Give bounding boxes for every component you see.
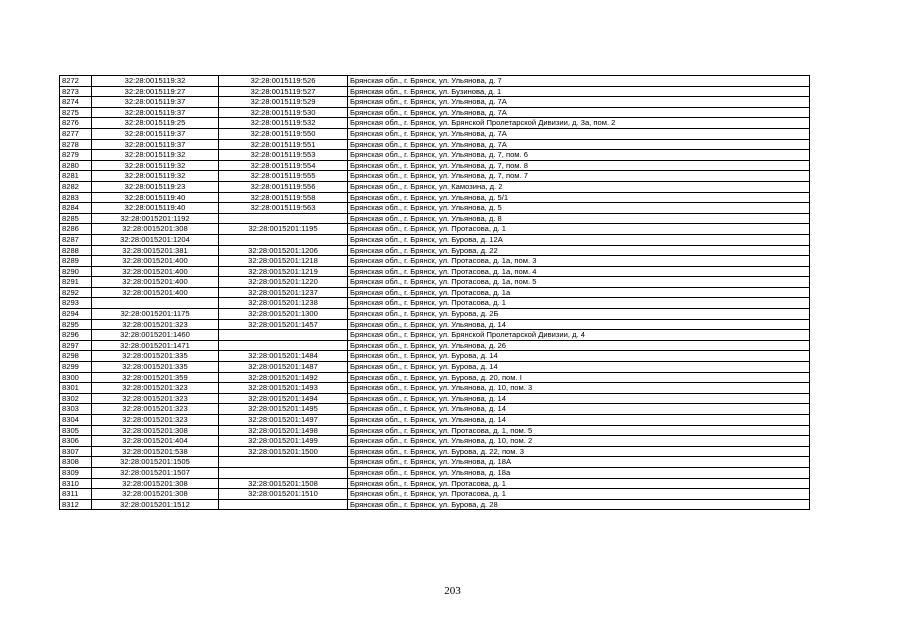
table-row [60,234,810,245]
table-row [60,309,810,320]
address-cell: Брянская обл., г. Брянск, ул. Ульянова, д. 14 [348,415,810,426]
row-number-cell: 8306 [60,436,92,447]
row-number-cell: 8290 [60,266,92,277]
row-number-cell: 8296 [60,330,92,341]
parcel-cadastral-number-cell: 32:28:0015119:23 [92,181,219,192]
parcel-cadastral-number-cell: 32:28:0015201:1204 [92,234,219,245]
object-cadastral-number-cell: 32:28:0015201:1487 [219,362,348,373]
address-cell: Брянская обл., г. Брянск, ул. Бурова, д. 14 [348,362,810,373]
address-cell: Брянская обл., г. Брянск, ул. Камозина, д. 2 [348,181,810,192]
address-cell: Брянская обл., г. Брянск, ул. Протасова, д. 1а [348,287,810,298]
parcel-cadastral-number-cell: 32:28:0015119:37 [92,128,219,139]
object-cadastral-number-cell: 32:28:0015201:1219 [219,266,348,277]
address-cell: Брянская обл., г. Брянск, ул. Ульянова, д. 14 [348,393,810,404]
parcel-cadastral-number-cell: 32:28:0015201:1505 [92,457,219,468]
parcel-cadastral-number-cell: 32:28:0015201:308 [92,224,219,235]
table-row [60,499,810,510]
address-cell: Брянская обл., г. Брянск, ул. Брянской Пролетарской Дивизии, д. 3а, пом. 2 [348,118,810,129]
row-number-cell: 8300 [60,372,92,383]
parcel-cadastral-number-cell: 32:28:0015119:25 [92,118,219,129]
row-number-cell: 8309 [60,467,92,478]
table-row [60,404,810,415]
row-number-cell: 8302 [60,393,92,404]
table-row [60,160,810,171]
table-row [60,478,810,489]
parcel-cadastral-number-cell: 32:28:0015119:27 [92,86,219,97]
address-cell: Брянская обл., г. Брянск, ул. Ульянова, д. 18а [348,467,810,478]
table-row [60,415,810,426]
object-cadastral-number-cell: 32:28:0015119:532 [219,118,348,129]
row-number-cell: 8298 [60,351,92,362]
object-cadastral-number-cell: 32:28:0015201:1499 [219,436,348,447]
address-cell: Брянская обл., г. Брянск, ул. Ульянова, д. 7А [348,97,810,108]
table-row [60,107,810,118]
parcel-cadastral-number-cell: 32:28:0015201:323 [92,404,219,415]
object-cadastral-number-cell: 32:28:0015119:529 [219,97,348,108]
table-row [60,287,810,298]
parcel-cadastral-number-cell: 32:28:0015201:400 [92,266,219,277]
address-cell: Брянская обл., г. Брянск, ул. Ульянова, д. 5/1 [348,192,810,203]
address-cell: Брянская обл., г. Брянск, ул. Ульянова, д. 8 [348,213,810,224]
table-row [60,446,810,457]
object-cadastral-number-cell: 32:28:0015201:1494 [219,393,348,404]
table-row [60,86,810,97]
row-number-cell: 8294 [60,309,92,320]
row-number-cell: 8274 [60,97,92,108]
address-cell: Брянская обл., г. Брянск, ул. Бурова, д. 12А [348,234,810,245]
table-row [60,298,810,309]
parcel-cadastral-number-cell: 32:28:0015201:1471 [92,340,219,351]
parcel-cadastral-number-cell: 32:28:0015201:1512 [92,499,219,510]
parcel-cadastral-number-cell: 32:28:0015201:1460 [92,330,219,341]
table-row [60,181,810,192]
object-cadastral-number-cell: 32:28:0015201:1300 [219,309,348,320]
row-number-cell: 8308 [60,457,92,468]
object-cadastral-number-cell: 32:28:0015119:558 [219,192,348,203]
row-number-cell: 8303 [60,404,92,415]
object-cadastral-number-cell [219,340,348,351]
parcel-cadastral-number-cell: 32:28:0015201:538 [92,446,219,457]
object-cadastral-number-cell: 32:28:0015201:1218 [219,256,348,267]
row-number-cell: 8278 [60,139,92,150]
object-cadastral-number-cell [219,213,348,224]
address-cell: Брянская обл., г. Брянск, ул. Протасова, д. 1 [348,478,810,489]
parcel-cadastral-number-cell: 32:28:0015201:400 [92,256,219,267]
parcel-cadastral-number-cell: 32:28:0015201:1175 [92,309,219,320]
address-cell: Брянская обл., г. Брянск, ул. Протасова, д. 1а, пом. 5 [348,277,810,288]
table-row [60,224,810,235]
object-cadastral-number-cell: 32:28:0015119:555 [219,171,348,182]
row-number-cell: 8293 [60,298,92,309]
parcel-cadastral-number-cell: 32:28:0015119:37 [92,107,219,118]
table-row [60,330,810,341]
table-row [60,436,810,447]
table-row [60,340,810,351]
address-cell: Брянская обл., г. Брянск, ул. Ульянова, д. 26 [348,340,810,351]
object-cadastral-number-cell: 32:28:0015201:1195 [219,224,348,235]
address-cell: Брянская обл., г. Брянск, ул. Бурова, д. 20, пом. I [348,372,810,383]
table-row [60,372,810,383]
object-cadastral-number-cell: 32:28:0015119:530 [219,107,348,118]
address-cell: Брянская обл., г. Брянск, ул. Брянской Пролетарской Дивизии, д. 4 [348,330,810,341]
row-number-cell: 8277 [60,128,92,139]
parcel-cadastral-number-cell: 32:28:0015201:400 [92,277,219,288]
object-cadastral-number-cell: 32:28:0015201:1457 [219,319,348,330]
address-cell: Брянская обл., г. Брянск, ул. Бузинова, д. 1 [348,86,810,97]
address-cell: Брянская обл., г. Брянск, ул. Ульянова, д. 7, пом. 6 [348,150,810,161]
row-number-cell: 8276 [60,118,92,129]
parcel-cadastral-number-cell: 32:28:0015119:32 [92,171,219,182]
parcel-cadastral-number-cell: 32:28:0015201:323 [92,319,219,330]
row-number-cell: 8282 [60,181,92,192]
row-number-cell: 8288 [60,245,92,256]
table-row [60,277,810,288]
address-cell: Брянская обл., г. Брянск, ул. Ульянова, д. 14 [348,319,810,330]
object-cadastral-number-cell: 32:28:0015201:1206 [219,245,348,256]
table-row [60,383,810,394]
parcel-cadastral-number-cell: 32:28:0015119:32 [92,150,219,161]
parcel-cadastral-number-cell: 32:28:0015201:400 [92,287,219,298]
object-cadastral-number-cell: 32:28:0015201:1220 [219,277,348,288]
address-cell: Брянская обл., г. Брянск, ул. Бурова, д. 28 [348,499,810,510]
row-number-cell: 8273 [60,86,92,97]
row-number-cell: 8295 [60,319,92,330]
parcel-cadastral-number-cell: 32:28:0015119:37 [92,97,219,108]
address-cell: Брянская обл., г. Брянск, ул. Протасова, д. 1, пом. 5 [348,425,810,436]
table-row [60,192,810,203]
address-cell: Брянская обл., г. Брянск, ул. Протасова, д. 1 [348,224,810,235]
table-row [60,467,810,478]
table-row [60,171,810,182]
address-cell: Брянская обл., г. Брянск, ул. Ульянова, д. 7А [348,139,810,150]
table-row [60,76,810,87]
parcel-cadastral-number-cell: 32:28:0015201:308 [92,489,219,500]
object-cadastral-number-cell [219,457,348,468]
address-cell: Брянская обл., г. Брянск, ул. Ульянова, д. 7, пом. 7 [348,171,810,182]
parcel-cadastral-number-cell: 32:28:0015201:1192 [92,213,219,224]
address-cell: Брянская обл., г. Брянск, ул. Протасова, д. 1 [348,489,810,500]
parcel-cadastral-number-cell: 32:28:0015201:308 [92,478,219,489]
object-cadastral-number-cell: 32:28:0015201:1508 [219,478,348,489]
object-cadastral-number-cell: 32:28:0015119:563 [219,203,348,214]
row-number-cell: 8311 [60,489,92,500]
table-row [60,139,810,150]
parcel-cadastral-number-cell: 32:28:0015201:404 [92,436,219,447]
row-number-cell: 8301 [60,383,92,394]
table-row [60,457,810,468]
table-row [60,203,810,214]
table-row [60,118,810,129]
address-cell: Брянская обл., г. Брянск, ул. Ульянова, д. 10, пом. 3 [348,383,810,394]
row-number-cell: 8304 [60,415,92,426]
address-cell: Брянская обл., г. Брянск, ул. Протасова, д. 1а, пом. 4 [348,266,810,277]
page-number: 203 [444,585,461,597]
object-cadastral-number-cell: 32:28:0015201:1510 [219,489,348,500]
parcel-cadastral-number-cell: 32:28:0015119:32 [92,76,219,87]
row-number-cell: 8307 [60,446,92,457]
row-number-cell: 8281 [60,171,92,182]
table-row [60,256,810,267]
row-number-cell: 8287 [60,234,92,245]
object-cadastral-number-cell: 32:28:0015119:554 [219,160,348,171]
object-cadastral-number-cell: 32:28:0015119:551 [219,139,348,150]
parcel-cadastral-number-cell: 32:28:0015201:381 [92,245,219,256]
parcel-cadastral-number-cell: 32:28:0015119:37 [92,139,219,150]
table-row [60,425,810,436]
object-cadastral-number-cell: 32:28:0015119:556 [219,181,348,192]
address-cell: Брянская обл., г. Брянск, ул. Бурова, д. 22, пом. 3 [348,446,810,457]
parcel-cadastral-number-cell: 32:28:0015119:32 [92,160,219,171]
address-cell: Брянская обл., г. Брянск, ул. Ульянова, д. 7, пом. 8 [348,160,810,171]
object-cadastral-number-cell: 32:28:0015201:1497 [219,415,348,426]
row-number-cell: 8292 [60,287,92,298]
object-cadastral-number-cell: 32:28:0015201:1492 [219,372,348,383]
parcel-cadastral-number-cell [92,298,219,309]
object-cadastral-number-cell [219,467,348,478]
table-row [60,97,810,108]
row-number-cell: 8297 [60,340,92,351]
row-number-cell: 8291 [60,277,92,288]
table-row [60,319,810,330]
row-number-cell: 8279 [60,150,92,161]
object-cadastral-number-cell: 32:28:0015201:1484 [219,351,348,362]
object-cadastral-number-cell [219,499,348,510]
row-number-cell: 8286 [60,224,92,235]
registry-table-body [60,76,810,510]
parcel-cadastral-number-cell: 32:28:0015201:308 [92,425,219,436]
table-row [60,213,810,224]
table-row [60,245,810,256]
row-number-cell: 8289 [60,256,92,267]
table-row [60,393,810,404]
parcel-cadastral-number-cell: 32:28:0015201:323 [92,383,219,394]
address-cell: Брянская обл., г. Брянск, ул. Протасова, д. 1 [348,298,810,309]
object-cadastral-number-cell: 32:28:0015119:550 [219,128,348,139]
table-row [60,266,810,277]
object-cadastral-number-cell: 32:28:0015201:1238 [219,298,348,309]
table-row [60,362,810,373]
parcel-cadastral-number-cell: 32:28:0015201:323 [92,393,219,404]
object-cadastral-number-cell: 32:28:0015201:1237 [219,287,348,298]
parcel-cadastral-number-cell: 32:28:0015201:359 [92,372,219,383]
row-number-cell: 8305 [60,425,92,436]
address-cell: Брянская обл., г. Брянск, ул. Ульянова, д. 7 [348,76,810,87]
object-cadastral-number-cell: 32:28:0015201:1500 [219,446,348,457]
object-cadastral-number-cell: 32:28:0015201:1498 [219,425,348,436]
address-cell: Брянская обл., г. Брянск, ул. Ульянова, д. 5 [348,203,810,214]
parcel-cadastral-number-cell: 32:28:0015201:1507 [92,467,219,478]
row-number-cell: 8299 [60,362,92,373]
address-cell: Брянская обл., г. Брянск, ул. Бурова, д. 22 [348,245,810,256]
address-cell: Брянская обл., г. Брянск, ул. Ульянова, д. 18А [348,457,810,468]
object-cadastral-number-cell [219,234,348,245]
row-number-cell: 8312 [60,499,92,510]
address-cell: Брянская обл., г. Брянск, ул. Ульянова, д. 7А [348,107,810,118]
object-cadastral-number-cell: 32:28:0015201:1495 [219,404,348,415]
table-row [60,150,810,161]
object-cadastral-number-cell: 32:28:0015201:1493 [219,383,348,394]
row-number-cell: 8275 [60,107,92,118]
table-row [60,128,810,139]
row-number-cell: 8283 [60,192,92,203]
parcel-cadastral-number-cell: 32:28:0015201:323 [92,415,219,426]
object-cadastral-number-cell [219,330,348,341]
row-number-cell: 8285 [60,213,92,224]
table-row [60,489,810,500]
row-number-cell: 8272 [60,76,92,87]
property-registry-table [59,75,810,510]
row-number-cell: 8280 [60,160,92,171]
object-cadastral-number-cell: 32:28:0015119:553 [219,150,348,161]
parcel-cadastral-number-cell: 32:28:0015119:40 [92,203,219,214]
address-cell: Брянская обл., г. Брянск, ул. Ульянова, д. 7А [348,128,810,139]
table-row [60,351,810,362]
parcel-cadastral-number-cell: 32:28:0015201:335 [92,351,219,362]
row-number-cell: 8310 [60,478,92,489]
parcel-cadastral-number-cell: 32:28:0015201:335 [92,362,219,373]
address-cell: Брянская обл., г. Брянск, ул. Протасова, д. 1а, пом. 3 [348,256,810,267]
address-cell: Брянская обл., г. Брянск, ул. Бурова, д. 2Б [348,309,810,320]
address-cell: Брянская обл., г. Брянск, ул. Бурова, д. 14 [348,351,810,362]
parcel-cadastral-number-cell: 32:28:0015119:40 [92,192,219,203]
object-cadastral-number-cell: 32:28:0015119:526 [219,76,348,87]
address-cell: Брянская обл., г. Брянск, ул. Ульянова, д. 14 [348,404,810,415]
address-cell: Брянская обл., г. Брянск, ул. Ульянова, д. 10, пом. 2 [348,436,810,447]
object-cadastral-number-cell: 32:28:0015119:527 [219,86,348,97]
row-number-cell: 8284 [60,203,92,214]
